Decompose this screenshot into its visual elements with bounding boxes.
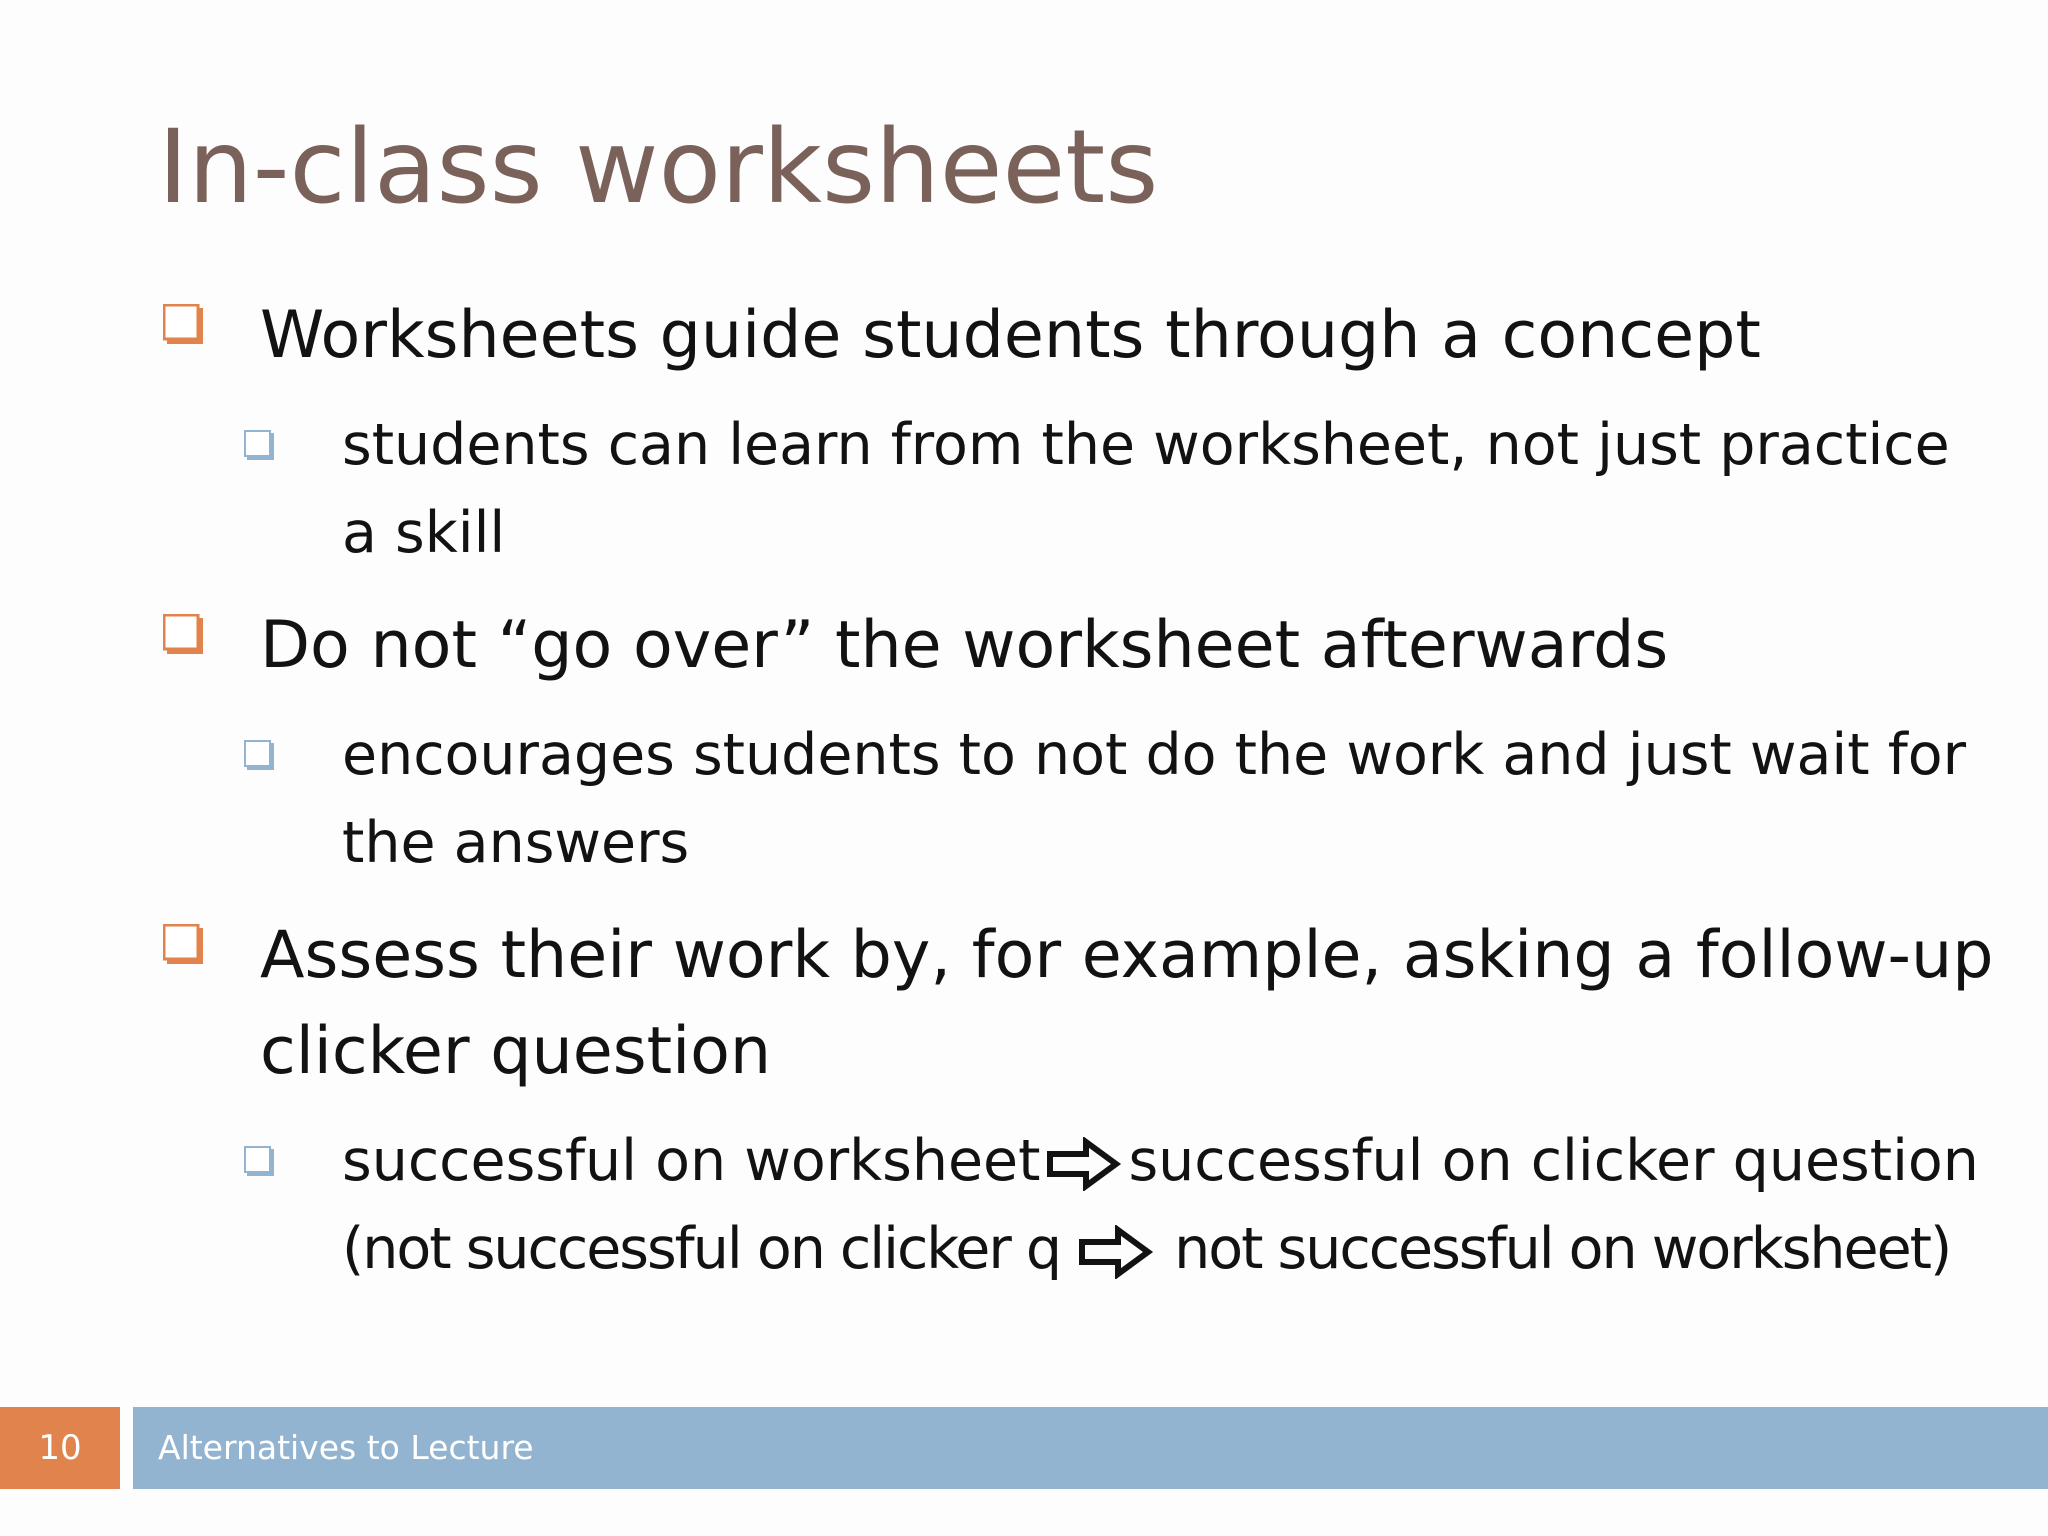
bullet-level2-encourages-line2: the answers <box>342 810 690 876</box>
bullet-level2-implication-line1 <box>342 1117 1979 1205</box>
square-bullet-icon <box>244 1146 276 1178</box>
bullet-level1-assess-line1: Assess their work by, for example, asking a follow-up <box>260 918 1994 993</box>
right-arrow-icon <box>1046 1137 1122 1191</box>
square-bullet-icon <box>163 924 207 968</box>
bullet-level2-implication-line2 <box>342 1205 1950 1293</box>
bullet-level2-learn-line1: students can learn from the worksheet, not just practice <box>342 412 1950 478</box>
implication-conclusion: successful on clicker question <box>1128 1128 1979 1194</box>
right-arrow-icon <box>1078 1225 1162 1279</box>
square-bullet-icon <box>244 740 276 772</box>
slide-title: In-class worksheets <box>158 108 1159 227</box>
bullet-level1-worksheets-guide: Worksheets guide students through a concept <box>260 298 1761 373</box>
footer-caption: Alternatives to Lecture <box>158 1428 534 1467</box>
square-bullet-icon <box>163 614 207 658</box>
bullet-level1-do-not-go-over: Do not “go over” the worksheet afterwards <box>260 608 1669 683</box>
bullet-level2-learn-line2: a skill <box>342 500 506 566</box>
contrapositive-premise: (not successful on clicker q <box>342 1216 1061 1282</box>
bullet-level2-encourages-line1: encourages students to not do the work and just wait for <box>342 722 1967 788</box>
bullet-level1-assess-line2: clicker question <box>260 1014 772 1089</box>
square-bullet-icon <box>244 430 276 462</box>
implication-premise: successful on worksheet <box>342 1128 1041 1194</box>
square-bullet-icon <box>163 304 207 348</box>
contrapositive-conclusion: not successful on worksheet) <box>1174 1216 1951 1282</box>
slide-number: 10 <box>0 1407 120 1489</box>
